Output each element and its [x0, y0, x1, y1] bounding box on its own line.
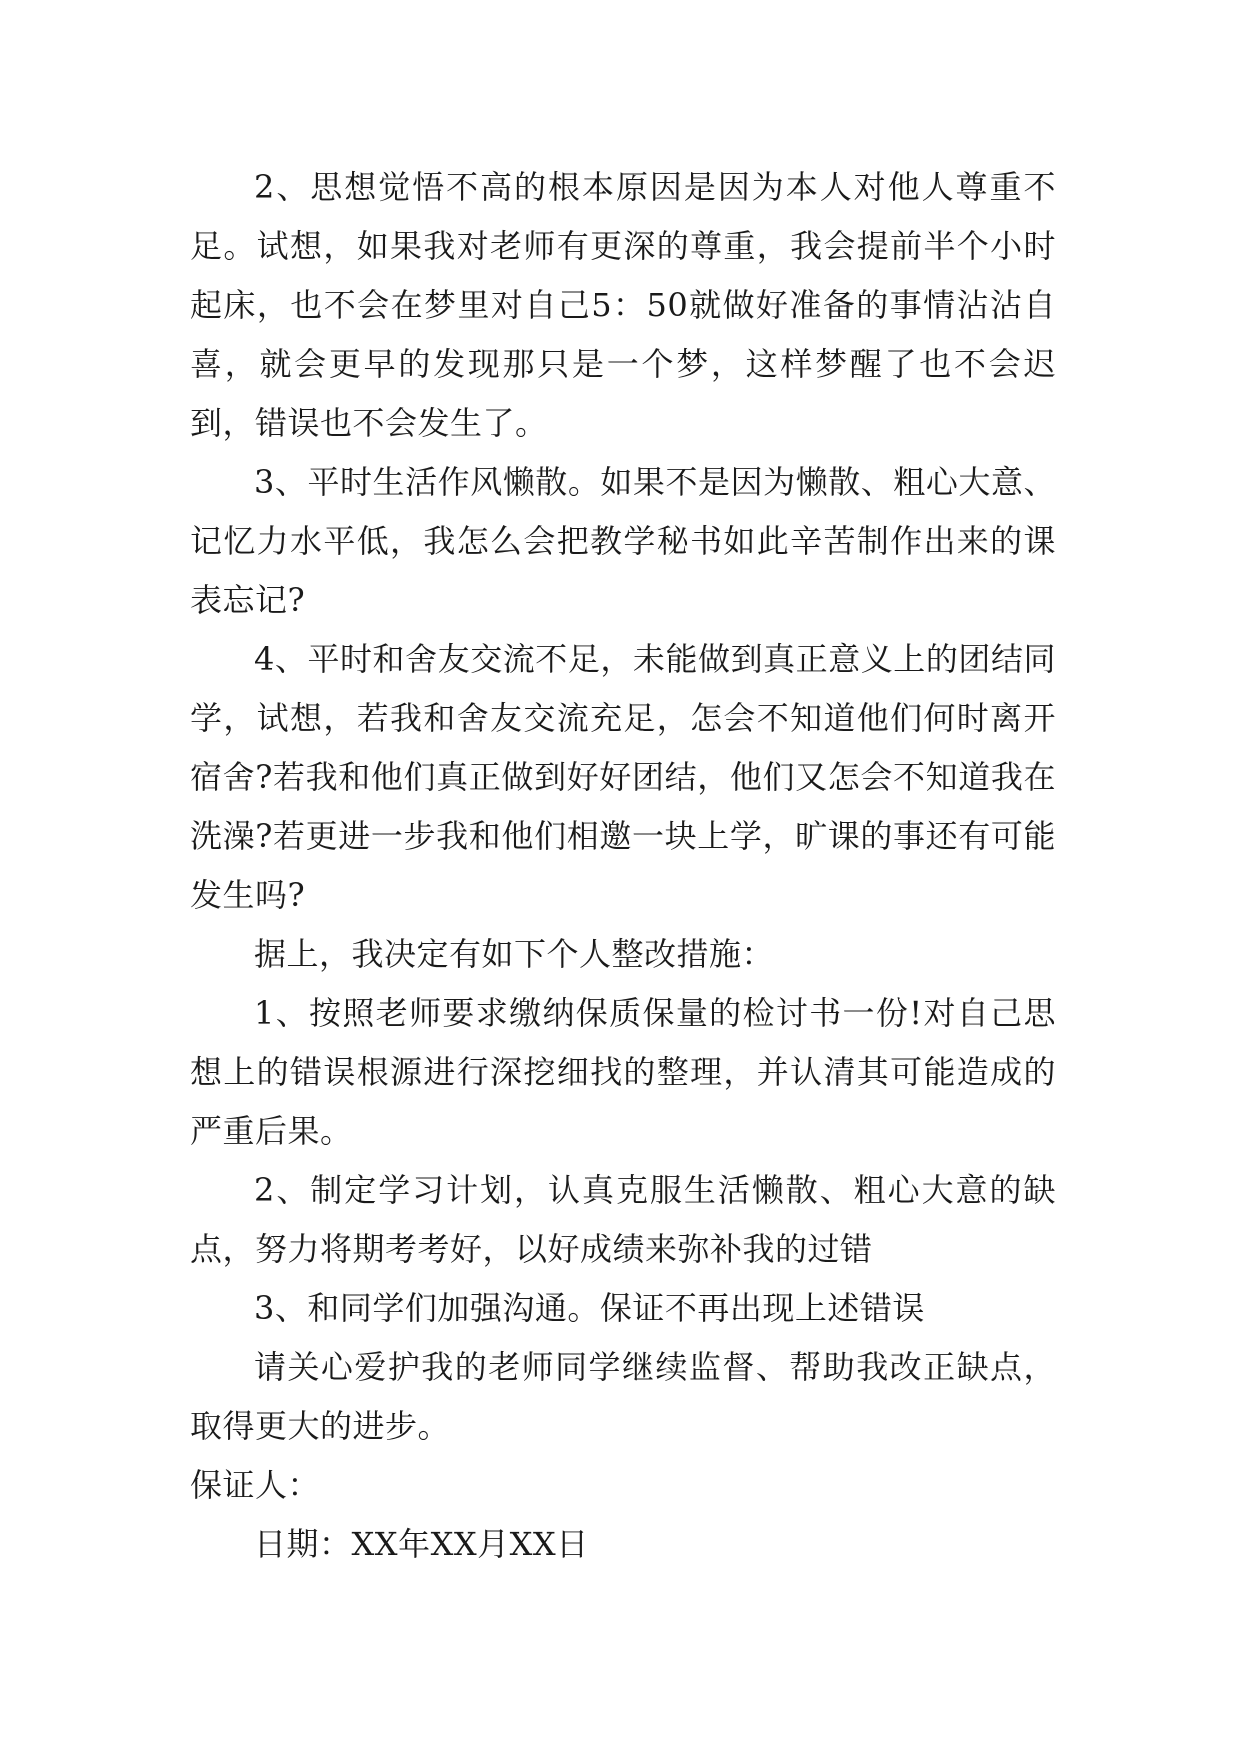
guarantor-label: 保证人： — [190, 1466, 321, 1504]
paragraph-reason-3: 3、平时生活作风懒散。如果不是因为懒散、粗心大意、记忆力水平低，我怎么会把教学秘书如此辛苦制作出来的课表忘记? — [190, 463, 1056, 619]
paragraph-measure-3: 3、和同学们加强沟通。保证不再出现上述错误 — [254, 1289, 925, 1327]
paragraph-measure-2: 2、制定学习计划，认真克服生活懒散、粗心大意的缺点，努力将期考考好，以好成绩来弥补我的过错 — [190, 1171, 1056, 1268]
paragraph-measure-1: 1、按照老师要求缴纳保质保量的检讨书一份!对自己思想上的错误根源进行深挖细找的整理，并认清其可能造成的严重后果。 — [190, 994, 1056, 1150]
paragraph-closing-request: 请关心爱护我的老师同学继续监督、帮助我改正缺点，取得更大的进步。 — [190, 1348, 1056, 1445]
document-body — [190, 158, 1056, 1574]
paragraph-decision-intro: 据上，我决定有如下个人整改措施： — [254, 935, 775, 973]
date-line: 日期：XX年XX月XX日 — [254, 1525, 589, 1563]
paragraph-reason-2: 2、思想觉悟不高的根本原因是因为本人对他人尊重不足。试想，如果我对老师有更深的尊重，我会提前半个小时起床，也不会在梦里对自己5：50就做好准备的事情沾沾自喜，就会更早的发现那只是一个梦，这样梦醒了也不会迟到，错误也不会发生了。 — [190, 168, 1056, 442]
paragraph-reason-4: 4、平时和舍友交流不足，未能做到真正意义上的团结同学，试想，若我和舍友交流充足，怎会不知道他们何时离开宿舍?若我和他们真正做到好好团结，他们又怎会不知道我在洗澡?若更进一步我和他们相邀一块上学，旷课的事还有可能发生吗? — [190, 640, 1056, 914]
